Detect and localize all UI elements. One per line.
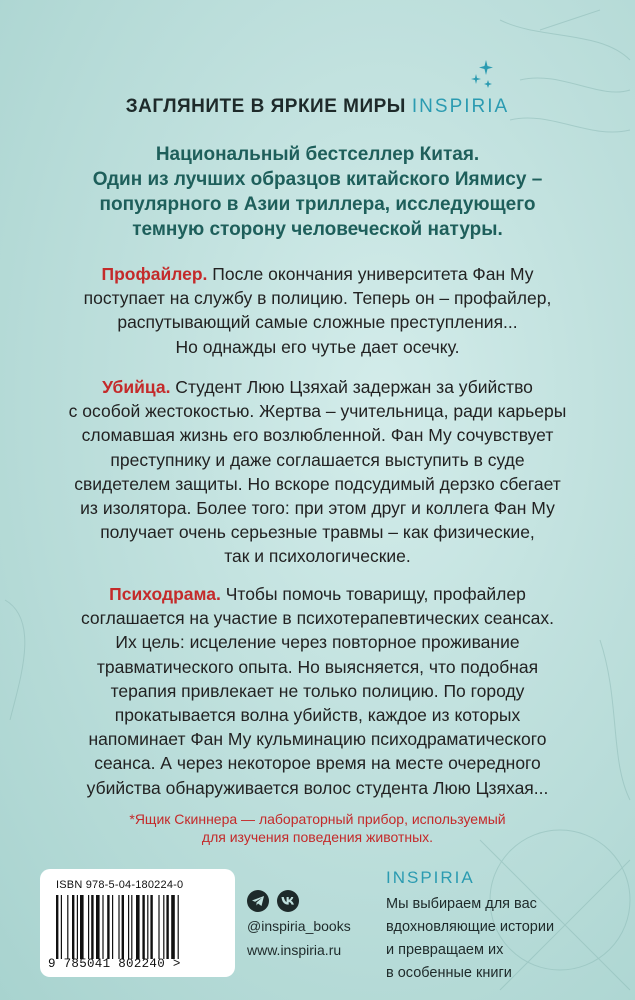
header-prefix: ЗАГЛЯНИТЕ В ЯРКИЕ МИРЫ — [125, 96, 406, 117]
website-link[interactable]: www.inspiria.ru — [247, 942, 342, 958]
brand-tagline — [386, 893, 606, 985]
section-psychodrama — [55, 582, 580, 800]
footnote-line: для изучения поведения животных. — [201, 829, 434, 845]
section-line: прокатывается волна убийств, каждое из которых — [114, 705, 521, 726]
tagline-line: Мы выбираем для вас — [386, 896, 537, 912]
tagline-line: и превращаем их — [386, 942, 504, 958]
section-line: напоминает Фан Му кульминацию психодраматического — [88, 729, 547, 750]
telegram-icon[interactable] — [247, 890, 269, 912]
section-line: сеанса. А через некоторое время на месте очередного — [94, 753, 541, 774]
header-title — [0, 96, 635, 118]
intro-block — [60, 142, 575, 242]
section-line: После окончания университета Фан Му — [207, 264, 534, 284]
barcode-panel — [40, 869, 235, 977]
section-line: из изолятора. Более того: при этом друг и коллега Фан Му — [80, 498, 555, 519]
sparkle-stars-icon — [468, 58, 498, 92]
header-brand: INSPIRIA — [411, 96, 510, 117]
section-line: Студент Люю Цзяхай задержан за убийство — [170, 377, 533, 397]
section-line: травматического опыта. Но выясняется, что подобная — [96, 656, 539, 677]
section-line: Чтобы помочь товарищу, профайлер — [220, 584, 526, 604]
section-line: распутывающий самые сложные преступления... — [117, 312, 518, 333]
section-line: убийства обнаруживается волос студента Люю Цзяхая... — [86, 777, 549, 798]
barcode-image — [54, 895, 224, 959]
barcode-digits: 9 785041 802240 > — [48, 957, 181, 971]
section-line: поступает на службу в полицию. Теперь он – профайлер, — [83, 288, 552, 309]
tagline-line: вдохновляющие истории — [386, 919, 555, 935]
section-line: получает очень серьезные травмы – как физические, — [100, 522, 535, 543]
intro-line: Национальный бестселлер Китая. — [155, 144, 480, 165]
footnote-line: *Ящик Скиннера — лабораторный прибор, используемый — [129, 811, 506, 827]
isbn-label: ISBN 978-5-04-180224-0 — [56, 879, 184, 891]
brand-name: INSPIRIA — [386, 868, 475, 887]
section-line: так и психологические. — [224, 546, 411, 567]
intro-line: Один из лучших образцов китайского Иямису – — [92, 169, 543, 190]
section-line: соглашается на участие в психотерапевтических сеансах. — [80, 608, 555, 629]
social-handle[interactable]: @inspiria_books — [247, 918, 351, 934]
footnote — [60, 810, 575, 846]
section-lead: Психодрама. — [109, 584, 221, 604]
section-profiler — [55, 262, 580, 359]
section-lead: Убийца. — [102, 377, 171, 397]
section-killer — [55, 375, 580, 569]
social-icons — [247, 890, 299, 912]
section-line: свидетелем защиты. Но вскоре подсудимый дерзко сбегает — [74, 473, 561, 494]
section-line: преступнику и даже соглашается выступить в суде — [110, 449, 525, 470]
section-line: с особой жестокостью. Жертва – учительница, ради карьеры — [68, 401, 567, 422]
section-line: терапия привлекает не только полицию. По городу — [110, 680, 525, 701]
section-line: сломавшая жизнь его возлюбленной. Фан Му сочувствует — [81, 425, 554, 446]
tagline-line: в особенные книги — [386, 965, 512, 981]
vk-icon[interactable] — [277, 890, 299, 912]
section-lead: Профайлер. — [101, 264, 208, 284]
section-line: Их цель: исцеление через повторное проживание — [115, 632, 520, 653]
intro-line: темную сторону человеческой натуры. — [132, 219, 503, 240]
intro-line: популярного в Азии триллера, исследующего — [99, 194, 536, 215]
section-line: Но однажды его чутье дает осечку. — [175, 336, 460, 357]
